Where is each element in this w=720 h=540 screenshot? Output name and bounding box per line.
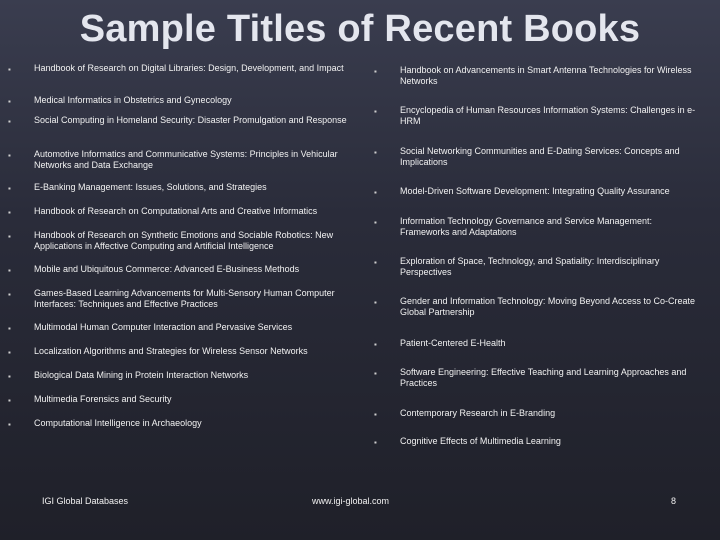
- bullet-icon: ▪: [8, 97, 11, 106]
- bullet-icon: ▪: [8, 232, 11, 241]
- book-title: Exploration of Space, Technology, and Spatiality: Interdisciplinary Perspectives: [400, 256, 660, 277]
- bullet-icon: ▪: [374, 258, 377, 267]
- bullet-icon: ▪: [374, 438, 377, 447]
- footer-url: www.igi-global.com: [312, 496, 390, 506]
- bullet-icon: ▪: [8, 324, 11, 333]
- book-title: Handbook of Research on Digital Libraries: Design, Development, and Impact: [34, 63, 344, 73]
- bullet-icon: ▪: [374, 107, 377, 116]
- bullet-icon: ▪: [8, 266, 11, 275]
- footer-label: IGI Global Databases: [42, 496, 129, 506]
- book-title: Social Networking Communities and E-Dating Services: Concepts and Implications: [400, 146, 680, 167]
- bullet-icon: ▪: [374, 218, 377, 227]
- bullet-icon: ▪: [374, 148, 377, 157]
- book-title: Handbook on Advancements in Smart Antenna Technologies for Wireless Networks: [400, 65, 692, 86]
- book-title: Handbook of Research on Synthetic Emotions and Sociable Robotics: New Applications in Affective Computing and Artificial Intelligence: [34, 230, 334, 251]
- bullet-icon: ▪: [8, 348, 11, 357]
- book-title: Handbook of Research on Computational Arts and Creative Informatics: [34, 206, 318, 216]
- bullet-icon: ▪: [374, 410, 377, 419]
- bullet-icon: ▪: [374, 298, 377, 307]
- bullet-icon: ▪: [374, 369, 377, 378]
- book-title: Games-Based Learning Advancements for Multi-Sensory Human Computer Interfaces: Techniques and Effective Practices: [34, 288, 335, 309]
- page-number: 8: [671, 496, 677, 506]
- book-title: Medical Informatics in Obstetrics and Gynecology: [34, 95, 232, 105]
- book-title: Patient-Centered E-Health: [400, 338, 506, 348]
- book-title: Mobile and Ubiquitous Commerce: Advanced E-Business Methods: [34, 264, 300, 274]
- book-title: Computational Intelligence in Archaeology: [34, 418, 202, 428]
- book-title: Multimedia Forensics and Security: [34, 394, 172, 404]
- book-title: Social Computing in Homeland Security: Disaster Promulgation and Response: [34, 115, 347, 125]
- book-title: Software Engineering: Effective Teaching and Learning Approaches and Practices: [400, 367, 687, 388]
- bullet-icon: ▪: [8, 151, 11, 160]
- bullet-icon: ▪: [8, 65, 11, 74]
- bullet-icon: ▪: [8, 208, 11, 217]
- bullet-icon: ▪: [8, 372, 11, 381]
- book-title: Contemporary Research in E-Branding: [400, 408, 556, 418]
- bullet-icon: ▪: [374, 67, 377, 76]
- book-title: Model-Driven Software Development: Integrating Quality Assurance: [400, 186, 670, 196]
- bullet-icon: ▪: [374, 340, 377, 349]
- book-title: Automotive Informatics and Communicative Systems: Principles in Vehicular Networks and Data Exchange: [34, 149, 338, 170]
- bullet-icon: ▪: [8, 290, 11, 299]
- book-title: Encyclopedia of Human Resources Information Systems: Challenges in e-HRM: [400, 105, 696, 126]
- book-title: Gender and Information Technology: Moving Beyond Access to Co-Create Global Partnership: [400, 296, 696, 317]
- book-title: Information Technology Governance and Service Management: Frameworks and Adaptations: [400, 216, 652, 237]
- bullet-icon: ▪: [8, 396, 11, 405]
- book-title: E-Banking Management: Issues, Solutions, and Strategies: [34, 182, 267, 192]
- bullet-icon: ▪: [8, 117, 11, 126]
- bullet-icon: ▪: [8, 184, 11, 193]
- book-title: Biological Data Mining in Protein Interaction Networks: [34, 370, 249, 380]
- bullet-icon: ▪: [8, 420, 11, 429]
- book-title: Multimodal Human Computer Interaction and Pervasive Services: [34, 322, 293, 332]
- bullet-icon: ▪: [374, 188, 377, 197]
- book-title: Cognitive Effects of Multimedia Learning: [400, 436, 561, 446]
- book-title: Localization Algorithms and Strategies for Wireless Sensor Networks: [34, 346, 308, 356]
- slide-title: Sample Titles of Recent Books: [79, 8, 641, 50]
